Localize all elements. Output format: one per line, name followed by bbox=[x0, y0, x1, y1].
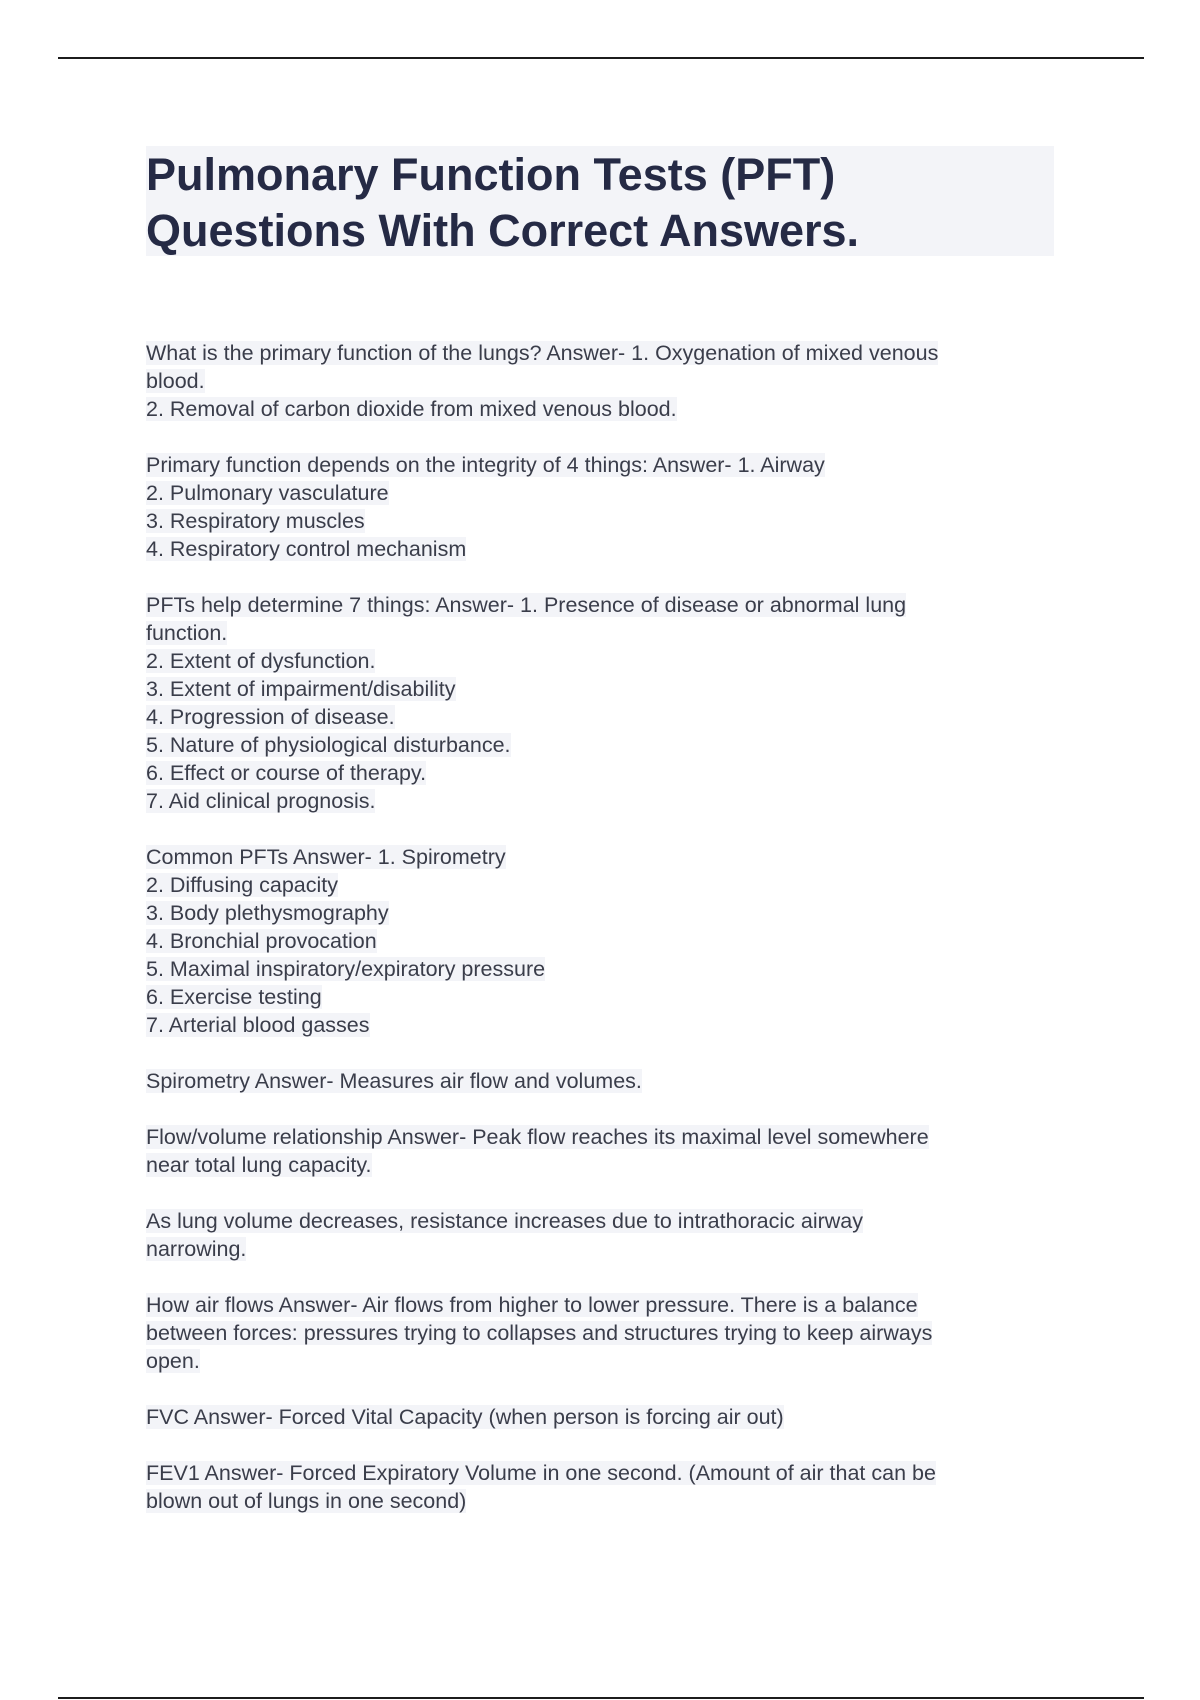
qa-line bbox=[146, 451, 1066, 479]
bottom-rule bbox=[58, 1697, 1144, 1699]
qa-line bbox=[146, 675, 1066, 703]
qa-line-text: 5. Nature of physiological disturbance. bbox=[146, 733, 511, 757]
qa-line-text: Common PFTs Answer- 1. Spirometry bbox=[146, 845, 506, 869]
qa-line bbox=[146, 1207, 1066, 1235]
qa-line bbox=[146, 1487, 1066, 1515]
qa-line-text: How air flows Answer- Air flows from higher to lower pressure. There is a balance bbox=[146, 1293, 918, 1317]
qa-line-text: 2. Diffusing capacity bbox=[146, 873, 339, 897]
qa-line-text: 2. Pulmonary vasculature bbox=[146, 481, 389, 505]
qa-line bbox=[146, 955, 1066, 983]
title-block bbox=[146, 146, 1054, 256]
qa-line bbox=[146, 1291, 1066, 1319]
qa-line bbox=[146, 759, 1066, 787]
qa-line-text: Spirometry Answer- Measures air flow and volumes. bbox=[146, 1069, 642, 1093]
qa-list bbox=[146, 339, 1066, 1543]
qa-line bbox=[146, 591, 1066, 619]
top-rule bbox=[58, 57, 1144, 59]
qa-line-text: 4. Respiratory control mechanism bbox=[146, 537, 467, 561]
qa-entry bbox=[146, 1207, 1066, 1263]
qa-line bbox=[146, 899, 1066, 927]
qa-line-text: 4. Bronchial provocation bbox=[146, 929, 377, 953]
qa-line bbox=[146, 787, 1066, 815]
qa-line-text: 3. Extent of impairment/disability bbox=[146, 677, 456, 701]
qa-entry bbox=[146, 1459, 1066, 1515]
qa-line-text: 6. Exercise testing bbox=[146, 985, 322, 1009]
qa-line-text: 3. Respiratory muscles bbox=[146, 509, 365, 533]
qa-line bbox=[146, 339, 1066, 367]
qa-entry bbox=[146, 1123, 1066, 1179]
qa-line-text: open. bbox=[146, 1349, 200, 1373]
qa-line bbox=[146, 731, 1066, 759]
qa-line-text: As lung volume decreases, resistance increases due to intrathoracic airway bbox=[146, 1209, 864, 1233]
qa-line bbox=[146, 871, 1066, 899]
qa-line-text: FEV1 Answer- Forced Expiratory Volume in one second. (Amount of air that can be bbox=[146, 1461, 936, 1485]
qa-line-text: 7. Arterial blood gasses bbox=[146, 1013, 370, 1037]
qa-line-text: 5. Maximal inspiratory/expiratory pressure bbox=[146, 957, 546, 981]
qa-entry bbox=[146, 1291, 1066, 1375]
qa-line bbox=[146, 1319, 1066, 1347]
qa-line bbox=[146, 367, 1066, 395]
qa-line bbox=[146, 1151, 1066, 1179]
qa-entry bbox=[146, 451, 1066, 563]
qa-line bbox=[146, 507, 1066, 535]
qa-entry bbox=[146, 1067, 1066, 1095]
qa-line-text: near total lung capacity. bbox=[146, 1153, 372, 1177]
qa-line bbox=[146, 619, 1066, 647]
qa-line bbox=[146, 1123, 1066, 1151]
qa-line-text: Flow/volume relationship Answer- Peak flow reaches its maximal level somewhere bbox=[146, 1125, 929, 1149]
qa-line-text: function. bbox=[146, 621, 228, 645]
qa-line-text: 7. Aid clinical prognosis. bbox=[146, 789, 376, 813]
qa-line-text: 2. Removal of carbon dioxide from mixed venous blood. bbox=[146, 397, 677, 421]
qa-entry bbox=[146, 339, 1066, 423]
qa-line-text: 3. Body plethysmography bbox=[146, 901, 389, 925]
qa-line bbox=[146, 1235, 1066, 1263]
qa-entry bbox=[146, 843, 1066, 1039]
qa-line bbox=[146, 647, 1066, 675]
qa-line bbox=[146, 479, 1066, 507]
qa-line-text: narrowing. bbox=[146, 1237, 247, 1261]
qa-line bbox=[146, 535, 1066, 563]
qa-line bbox=[146, 1347, 1066, 1375]
qa-line bbox=[146, 927, 1066, 955]
qa-line bbox=[146, 1403, 1066, 1431]
qa-line-text: Primary function depends on the integrity of 4 things: Answer- 1. Airway bbox=[146, 453, 825, 477]
qa-line-text: 6. Effect or course of therapy. bbox=[146, 761, 427, 785]
qa-line-text: blood. bbox=[146, 369, 205, 393]
title-line-1: Pulmonary Function Tests (PFT) bbox=[146, 149, 836, 200]
qa-line bbox=[146, 1067, 1066, 1095]
qa-line-text: 4. Progression of disease. bbox=[146, 705, 395, 729]
qa-line-text: 2. Extent of dysfunction. bbox=[146, 649, 376, 673]
qa-line-text: between forces: pressures trying to collapses and structures trying to keep airways bbox=[146, 1321, 933, 1345]
qa-line bbox=[146, 703, 1066, 731]
qa-line bbox=[146, 843, 1066, 871]
qa-entry bbox=[146, 591, 1066, 815]
qa-line bbox=[146, 1011, 1066, 1039]
qa-line bbox=[146, 1459, 1066, 1487]
qa-line-text: FVC Answer- Forced Vital Capacity (when person is forcing air out) bbox=[146, 1405, 784, 1429]
title-line-2: Questions With Correct Answers. bbox=[146, 205, 860, 256]
qa-line bbox=[146, 983, 1066, 1011]
qa-entry bbox=[146, 1403, 1066, 1431]
qa-line bbox=[146, 395, 1066, 423]
qa-line-text: blown out of lungs in one second) bbox=[146, 1489, 467, 1513]
qa-line-text: PFTs help determine 7 things: Answer- 1. Presence of disease or abnormal lung bbox=[146, 593, 907, 617]
qa-line-text: What is the primary function of the lungs? Answer- 1. Oxygenation of mixed venous bbox=[146, 341, 939, 365]
